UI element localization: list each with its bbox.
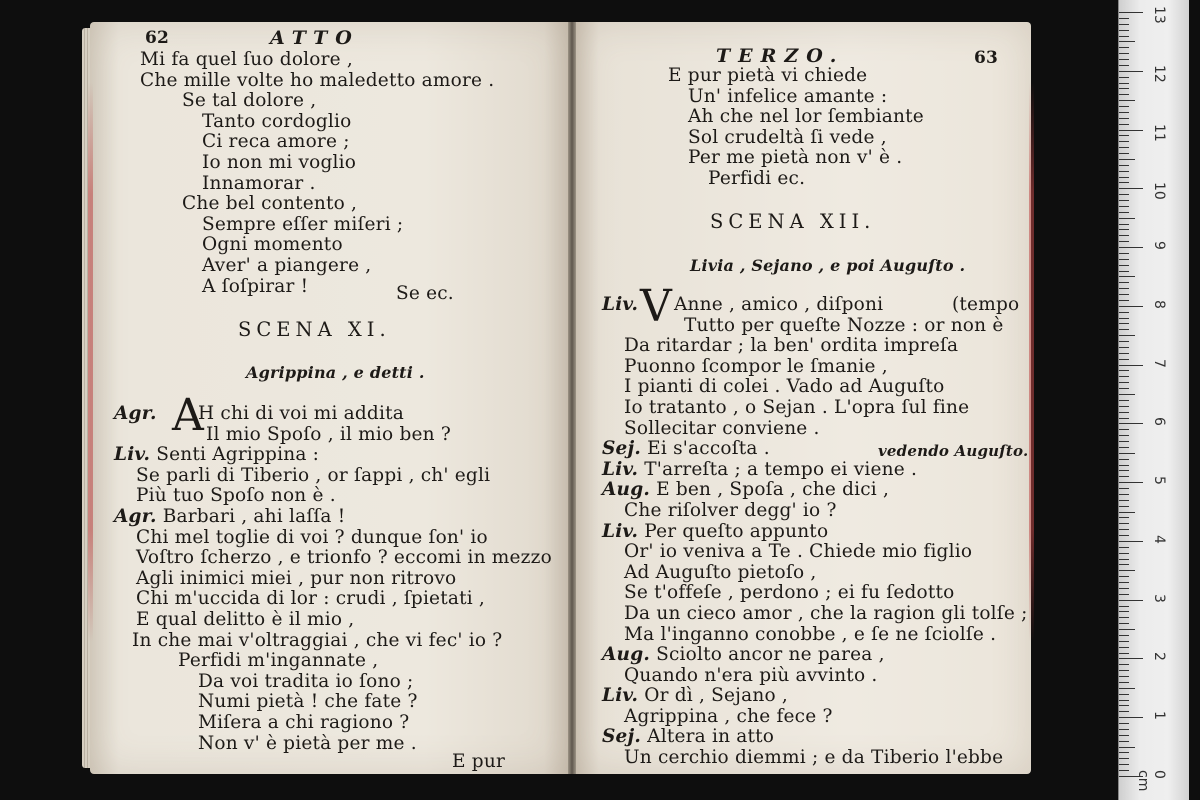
dialogue-text: Numi pietà ! che fate ? <box>198 691 418 713</box>
speaker-label: Aug. <box>602 479 650 501</box>
speaker-label: Liv. <box>602 520 639 542</box>
ruler-tick <box>1119 194 1129 195</box>
verse-line: A ſoſpirar ! <box>202 275 309 297</box>
ruler-tick <box>1119 100 1135 101</box>
verse-line: Che mille volte ho maledetto amore . <box>140 69 495 91</box>
dialogue-text: Quando n'era più avvinto . <box>624 664 878 686</box>
dialogue-text: In che mai v'oltraggiai , che vi fec' io ? <box>132 629 503 651</box>
speaker-label: Agr. <box>114 505 157 527</box>
ruler-tick <box>1119 600 1143 601</box>
ruler-label: 9 <box>1151 241 1167 250</box>
dialogue-text: Sollecitar conviene . <box>624 417 820 439</box>
ruler-tick <box>1119 388 1129 389</box>
dialogue-line <box>602 563 1022 584</box>
ruler-tick <box>1119 582 1129 583</box>
ruler-tick <box>1119 318 1129 319</box>
ruler-label: 8 <box>1151 299 1167 309</box>
verse-line: Innamorar . <box>202 172 316 194</box>
ruler-tick <box>1119 306 1143 307</box>
dialogue-line <box>602 316 1022 337</box>
catchword: E pur <box>452 751 505 772</box>
ruler-tick <box>1119 294 1129 295</box>
dialogue-line <box>602 522 1022 543</box>
ruler-label: 11 <box>1151 123 1167 142</box>
ruler-tick <box>1119 118 1129 119</box>
ruler-tick <box>1119 465 1129 466</box>
dialogue-text: Sciolto ancor ne parea , <box>656 644 885 666</box>
ruler-tick <box>1119 729 1129 730</box>
dialogue-line <box>602 645 1022 666</box>
ruler-tick <box>1119 312 1129 313</box>
ruler-tick <box>1119 241 1129 242</box>
ruler-tick <box>1119 670 1129 671</box>
speaker-label: Agr. <box>114 403 157 424</box>
ruler-tick <box>1119 611 1129 612</box>
ruler-tick <box>1119 53 1129 54</box>
ruler-tick <box>1119 641 1129 642</box>
ruler-tick <box>1119 535 1129 536</box>
ruler-tick <box>1119 329 1129 330</box>
dialogue-text: Senti Agrippina : <box>156 444 320 466</box>
dialogue-line <box>602 501 1022 522</box>
ruler-tick <box>1119 676 1129 677</box>
dialogue-line <box>602 460 1022 481</box>
ruler-tick <box>1119 723 1129 724</box>
ruler-tick <box>1119 741 1129 742</box>
ruler-tick <box>1119 59 1129 60</box>
ruler-tick <box>1119 423 1143 424</box>
ruler-label: 4 <box>1151 534 1167 544</box>
ruler-label: 6 <box>1151 417 1167 427</box>
ruler-tick <box>1119 617 1129 618</box>
ruler-tick <box>1119 559 1129 560</box>
ruler-tick <box>1119 653 1129 654</box>
ruler-tick <box>1119 335 1135 336</box>
dialogue-line <box>602 438 1029 461</box>
ruler-tick <box>1119 606 1129 607</box>
ruler-tick <box>1119 106 1129 107</box>
ruler-tick <box>1119 541 1143 542</box>
dialogue-text: Se t'offeſe , perdono ; ei fu ſedotto <box>624 582 955 604</box>
ruler-tick <box>1119 147 1129 148</box>
dialogue-text: Ei s'accoſta . <box>647 438 770 460</box>
verse-line: Ogni momento <box>202 234 343 256</box>
dialogue-line <box>602 398 1022 419</box>
ruler-tick <box>1119 529 1129 530</box>
ruler-tick <box>1119 517 1129 518</box>
verse-block <box>668 65 924 190</box>
dialogue-text: Un cerchio diemmi ; e da Tiberio l'ebbe <box>624 747 1004 769</box>
verse-line: Sol crudeltà ſi vede , <box>688 126 887 148</box>
ruler-tick <box>1119 664 1129 665</box>
ruler-tick <box>1119 323 1129 324</box>
dialogue-line <box>114 631 554 652</box>
ruler-tick <box>1119 141 1129 142</box>
drop-cap: V <box>640 281 672 332</box>
dialogue-text: H chi di voi mi addita <box>198 403 404 424</box>
dialogue-line <box>602 480 1022 501</box>
ruler-tick <box>1119 130 1143 131</box>
dialogue-line <box>602 686 1022 707</box>
ruler-label: 0 cm <box>1135 770 1167 792</box>
ruler-tick <box>1119 429 1129 430</box>
ruler-tick <box>1119 370 1129 371</box>
ruler-tick <box>1119 12 1143 13</box>
dialogue-line <box>602 583 1022 604</box>
page-number: 63 <box>974 48 999 68</box>
ruler-tick <box>1119 353 1129 354</box>
dialogue-line <box>114 713 554 734</box>
speaker-label: Liv. <box>114 444 151 466</box>
ruler-tick <box>1119 564 1129 565</box>
ruler-tick <box>1119 435 1129 436</box>
scene-cast: Agrippina , e detti . <box>246 363 425 382</box>
ruler-tick <box>1119 553 1129 554</box>
dialogue-text: Da un cieco amor , che la ragion gli tolſe ; <box>624 602 1028 624</box>
ruler-tick <box>1119 688 1135 689</box>
ruler-tick <box>1119 71 1143 72</box>
dialogue-line <box>602 336 1022 357</box>
dialogue-line <box>114 445 554 466</box>
aside-text: (tempo <box>952 294 1020 315</box>
dialogue-text: Or' io veniva a Te . Chiede mio figlio <box>624 541 973 563</box>
page-number: 62 <box>145 28 170 48</box>
ruler-tick <box>1119 41 1135 42</box>
ruler-tick <box>1119 77 1129 78</box>
ruler-tick <box>1119 253 1129 254</box>
dialogue-line <box>114 569 554 590</box>
ruler-label: 2 <box>1151 652 1167 662</box>
dialogue-text: Per queſto appunto <box>644 520 829 542</box>
dialogue-line <box>114 589 554 610</box>
ruler-tick <box>1119 482 1143 483</box>
ruler-tick <box>1119 18 1129 19</box>
dialogue-line <box>114 425 554 446</box>
dialogue-text: Altera in atto <box>647 726 775 748</box>
ruler-label: 5 <box>1151 476 1167 486</box>
verse-line: Io non mi voglio <box>202 151 357 173</box>
ruler-tick <box>1119 770 1129 771</box>
dialogue-line <box>602 707 1022 728</box>
ruler-tick <box>1119 576 1129 577</box>
verse-line: Perfidi ec. <box>708 167 806 189</box>
ruler-tick <box>1119 94 1129 95</box>
ruler-tick <box>1119 159 1135 160</box>
ruler-tick <box>1119 447 1129 448</box>
ruler-tick <box>1119 83 1129 84</box>
dialogue-text: Chi mel toglie di voi ? dunque ſon' io <box>136 526 488 548</box>
ruler-tick <box>1119 588 1129 589</box>
left-page <box>90 22 568 774</box>
ruler-tick <box>1119 259 1129 260</box>
dialogue-line <box>114 507 554 528</box>
ruler-tick <box>1119 153 1129 154</box>
ruler-tick <box>1119 735 1129 736</box>
ruler-tick <box>1119 188 1143 189</box>
dialogue-text: Or dì , Sejano , <box>644 685 788 707</box>
right-page <box>576 22 1031 774</box>
ruler-tick <box>1119 418 1129 419</box>
dialogue-line <box>602 542 1022 563</box>
dialogue-text: E ben , Spoſa , che dici , <box>656 479 890 501</box>
ruler-tick <box>1119 229 1129 230</box>
speaker-label: Sej. <box>602 438 642 460</box>
ruler-tick <box>1119 470 1129 471</box>
ruler-tick <box>1119 135 1129 136</box>
ruler-tick <box>1119 124 1129 125</box>
ruler-tick <box>1119 218 1135 219</box>
dialogue-line <box>114 528 554 549</box>
ruler-tick <box>1119 276 1135 277</box>
ruler-tick <box>1119 594 1129 595</box>
ruler-tick <box>1119 412 1129 413</box>
ruler-tick <box>1119 212 1129 213</box>
ruler-tick <box>1119 347 1129 348</box>
ruler-tick <box>1119 382 1129 383</box>
ruler-tick <box>1119 265 1129 266</box>
ruler-tick <box>1119 112 1129 113</box>
ruler-tick <box>1119 400 1129 401</box>
verse-block <box>140 50 494 297</box>
scene-heading: SCENA XII. <box>710 210 876 233</box>
ruler-tick <box>1119 547 1129 548</box>
dialogue-line <box>602 748 1022 769</box>
verse-line: Ah che nel lor ſembiante <box>688 106 924 128</box>
dialogue-line <box>602 727 1022 748</box>
dialogue-line <box>114 692 554 713</box>
verse-line: Tanto cordoglio <box>202 110 352 132</box>
ruler-tick <box>1119 200 1129 201</box>
dialogue-text: Puonno ſcompor le ſmanie , <box>624 355 888 377</box>
stage-direction: vedendo Auguſto. <box>878 442 1029 461</box>
ruler-tick <box>1119 747 1135 748</box>
ruler-tick <box>1119 206 1129 207</box>
ruler-tick <box>1119 165 1129 166</box>
book-gutter <box>568 22 576 774</box>
ruler-tick <box>1119 700 1129 701</box>
ruler-tick <box>1119 406 1129 407</box>
ruler-label: 10 <box>1151 182 1167 201</box>
dialogue-block <box>114 390 554 754</box>
verse-line: Se tal dolore , <box>182 90 317 112</box>
ruler-tick <box>1119 171 1129 172</box>
ruler-label: 7 <box>1151 358 1167 368</box>
dialogue-text: Che riſolver degg' io ? <box>624 499 837 521</box>
dialogue-line <box>602 419 1022 440</box>
dialogue-text: Chi m'uccida di lor : crudi , ſpietati , <box>136 588 485 610</box>
verse-line: Sempre eſſer miſeri ; <box>202 213 404 235</box>
ruler-tick <box>1119 394 1135 395</box>
ruler-tick <box>1119 235 1129 236</box>
dialogue-text: Se parli di Tiberio , or ſappi , ch' egli <box>136 464 491 486</box>
ruler-tick <box>1119 30 1129 31</box>
ruler-tick <box>1119 247 1143 248</box>
ruler-tick <box>1119 506 1129 507</box>
ruler-tick <box>1119 758 1129 759</box>
dialogue-line <box>602 357 1022 378</box>
red-edge <box>88 82 93 642</box>
red-edge <box>1029 82 1034 642</box>
dialogue-line <box>602 625 1022 646</box>
verse-line: Un' infelice amante : <box>688 85 888 107</box>
dialogue-text: Ma l'inganno conobbe , e ſe ne ſciolſe . <box>624 623 997 645</box>
ruler-tick <box>1119 453 1135 454</box>
dialogue-text: Tutto per queſte Nozze : or non è <box>684 314 1004 336</box>
ruler-tick <box>1119 365 1143 366</box>
ruler-label: 3 <box>1151 593 1167 603</box>
ruler-tick <box>1119 764 1129 765</box>
dialogue-text: T'arreſta ; a tempo ei viene . <box>644 458 918 480</box>
ruler-tick <box>1119 523 1129 524</box>
ruler-tick <box>1119 494 1129 495</box>
ruler-tick <box>1119 711 1129 712</box>
dialogue-line <box>602 377 1022 398</box>
ruler-tick <box>1119 24 1129 25</box>
ruler-tick <box>1119 682 1129 683</box>
ruler-tick <box>1119 570 1135 571</box>
running-head: ATTO <box>270 27 360 49</box>
ruler-tick <box>1119 182 1129 183</box>
ruler-tick <box>1119 300 1129 301</box>
ruler-tick <box>1119 500 1129 501</box>
dialogue-text: Io tratanto , o Sejan . L'opra ſul fine <box>624 396 970 418</box>
ruler-label: 1 <box>1151 711 1167 721</box>
dialogue-text: Voſtro ſcherzo , e trionfo ? eccomi in mezzo <box>136 547 552 569</box>
open-book <box>90 22 1035 774</box>
dialogue-line <box>114 548 554 569</box>
measuring-ruler <box>1118 0 1189 800</box>
ruler-tick <box>1119 88 1129 89</box>
dialogue-text: Miſera a chi ragiono ? <box>198 711 410 733</box>
running-head: TERZO. <box>716 45 845 67</box>
ruler-tick <box>1119 341 1129 342</box>
dialogue-text: Anne , amico , diſponi <box>674 294 884 315</box>
ruler-tick <box>1119 47 1129 48</box>
ruler-tick <box>1119 512 1135 513</box>
ruler-label: 12 <box>1151 64 1167 83</box>
refrain-marker: Se ec. <box>396 283 454 304</box>
verse-line: E pur pietà vi chiede <box>668 65 868 86</box>
ruler-tick <box>1119 288 1129 289</box>
ruler-tick <box>1119 282 1129 283</box>
scene-cast: Livia , Sejano , e poi Auguſto . <box>690 256 966 275</box>
ruler-tick <box>1119 488 1129 489</box>
dialogue-line <box>114 466 554 487</box>
dialogue-text: Perfidi m'ingannate , <box>178 650 379 672</box>
ruler-tick <box>1119 705 1129 706</box>
dialogue-text: Il mio Spoſo , il mio ben ? <box>206 423 451 445</box>
dialogue-line <box>114 610 554 631</box>
ruler-tick <box>1119 36 1129 37</box>
ruler-tick <box>1119 459 1129 460</box>
verse-line: Aver' a piangere , <box>202 254 372 276</box>
speaker-label: Liv. <box>602 685 639 707</box>
dialogue-text: E qual delitto è il mio , <box>136 608 355 630</box>
ruler-tick <box>1119 629 1135 630</box>
verse-line: Che bel contento , <box>182 193 358 215</box>
speaker-label: Liv. <box>602 294 639 315</box>
dialogue-line <box>114 672 554 693</box>
verse-line: Ci reca amore ; <box>202 131 350 153</box>
dialogue-text: Da ritardar ; la ben' ordita impreſa <box>624 335 959 357</box>
dialogue-text: Barbari , ahi laſſa ! <box>162 505 346 527</box>
dialogue-text: Più tuo Spoſo non è . <box>136 485 336 507</box>
speaker-label: Liv. <box>602 458 639 480</box>
ruler-tick <box>1119 752 1129 753</box>
ruler-tick <box>1119 376 1129 377</box>
dialogue-text: Agrippina , che fece ? <box>624 705 833 727</box>
drop-cap: A <box>172 390 204 441</box>
ruler-label: 13 <box>1151 6 1167 24</box>
dialogue-text: I pianti di colei . Vado ad Auguſto <box>624 376 945 398</box>
dialogue-text: Ad Auguſto pietoſo , <box>624 561 817 583</box>
ruler-tick <box>1119 177 1129 178</box>
verse-line: Per me pietà non v' è . <box>688 147 903 169</box>
ruler-tick <box>1119 441 1129 442</box>
ruler-tick <box>1119 647 1129 648</box>
dialogue-line <box>114 486 554 507</box>
ruler-tick <box>1119 658 1143 659</box>
ruler-tick <box>1119 476 1129 477</box>
ruler-tick <box>1119 224 1129 225</box>
dialogue-text: Non v' è pietà per me . <box>198 732 417 754</box>
dialogue-line <box>602 666 1022 687</box>
dialogue-text: Agli inimici miei , pur non ritrovo <box>136 567 457 589</box>
ruler-tick <box>1119 694 1129 695</box>
dialogue-line <box>602 602 1028 625</box>
ruler-tick <box>1119 623 1129 624</box>
dialogue-text: Da voi tradita io ſono ; <box>198 670 414 692</box>
ruler-tick <box>1119 635 1129 636</box>
dialogue-block <box>602 281 1029 769</box>
ruler-tick <box>1119 359 1129 360</box>
ruler-tick <box>1119 271 1129 272</box>
dialogue-line <box>114 651 554 672</box>
speaker-label: Sej. <box>602 726 642 748</box>
ruler-tick <box>1119 717 1143 718</box>
verse-line: Mi fa quel ſuo dolore , <box>140 49 353 70</box>
scene-heading: SCENA XI. <box>238 318 391 341</box>
ruler-tick <box>1119 65 1129 66</box>
speaker-label: Aug. <box>602 644 650 666</box>
